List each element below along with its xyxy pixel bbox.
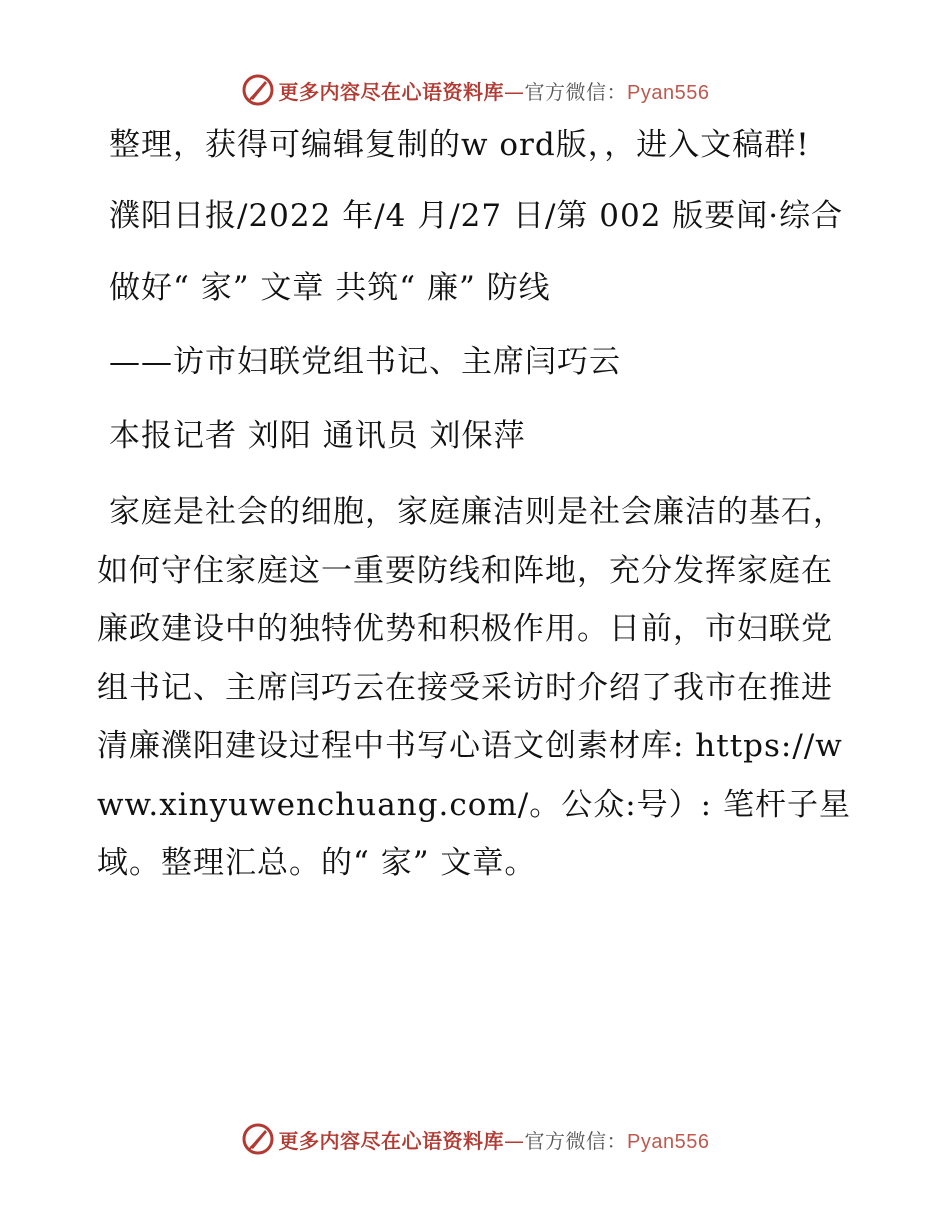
body-paragraph: 家庭是社会的细胞，家庭廉洁则是社会廉洁的基石，如何守住家庭这一重要防线和阵地，充分发挥家庭在廉政建设中的独特优势和积极作用。日前，市妇联党组书记、主席闫巧云在接受采访时介绍了我市在推进清廉濮阳建设过程中书写心语文创素材库: https://www.xinyuwenchuang.com/。公众:号）: 笔杆子星域。整理汇总。的“ 家” 文章。 (97, 494, 851, 881)
watermark-text (279, 1125, 710, 1154)
watermark-main: 更多内容尽在心语资料库 (278, 79, 505, 104)
quill-logo-icon (241, 73, 275, 107)
document-body (97, 118, 857, 893)
watermark-separator: — (504, 79, 525, 104)
footer-watermark (0, 1119, 950, 1159)
watermark-text (279, 76, 710, 105)
watermark-wechat-id: Pyan556 (627, 1130, 710, 1153)
article-subtitle: ——访市妇联党组书记、主席闫巧云 (109, 344, 621, 380)
watermark-main: 更多内容尽在心语资料库 (278, 1128, 505, 1153)
quill-logo-icon (241, 1122, 275, 1156)
watermark-wechat-label: 官方微信： (524, 1128, 628, 1153)
source-line: 濮阳日报/2022 年/4 月/27 日/第 002 版要闻·综合 (109, 198, 844, 234)
intro-paragraph: 整理，获得可编辑复制的w ord版，，进入文稿群! (109, 127, 810, 163)
header-watermark (0, 70, 950, 110)
watermark-separator: — (504, 1128, 525, 1153)
watermark-wechat-id: Pyan556 (627, 81, 710, 104)
byline: 本报记者 刘阳 通讯员 刘保萍 (109, 418, 526, 454)
watermark-wechat-label: 官方微信： (524, 79, 628, 104)
article-title: 做好“ 家” 文章 共筑“ 廉” 防线 (109, 270, 551, 306)
